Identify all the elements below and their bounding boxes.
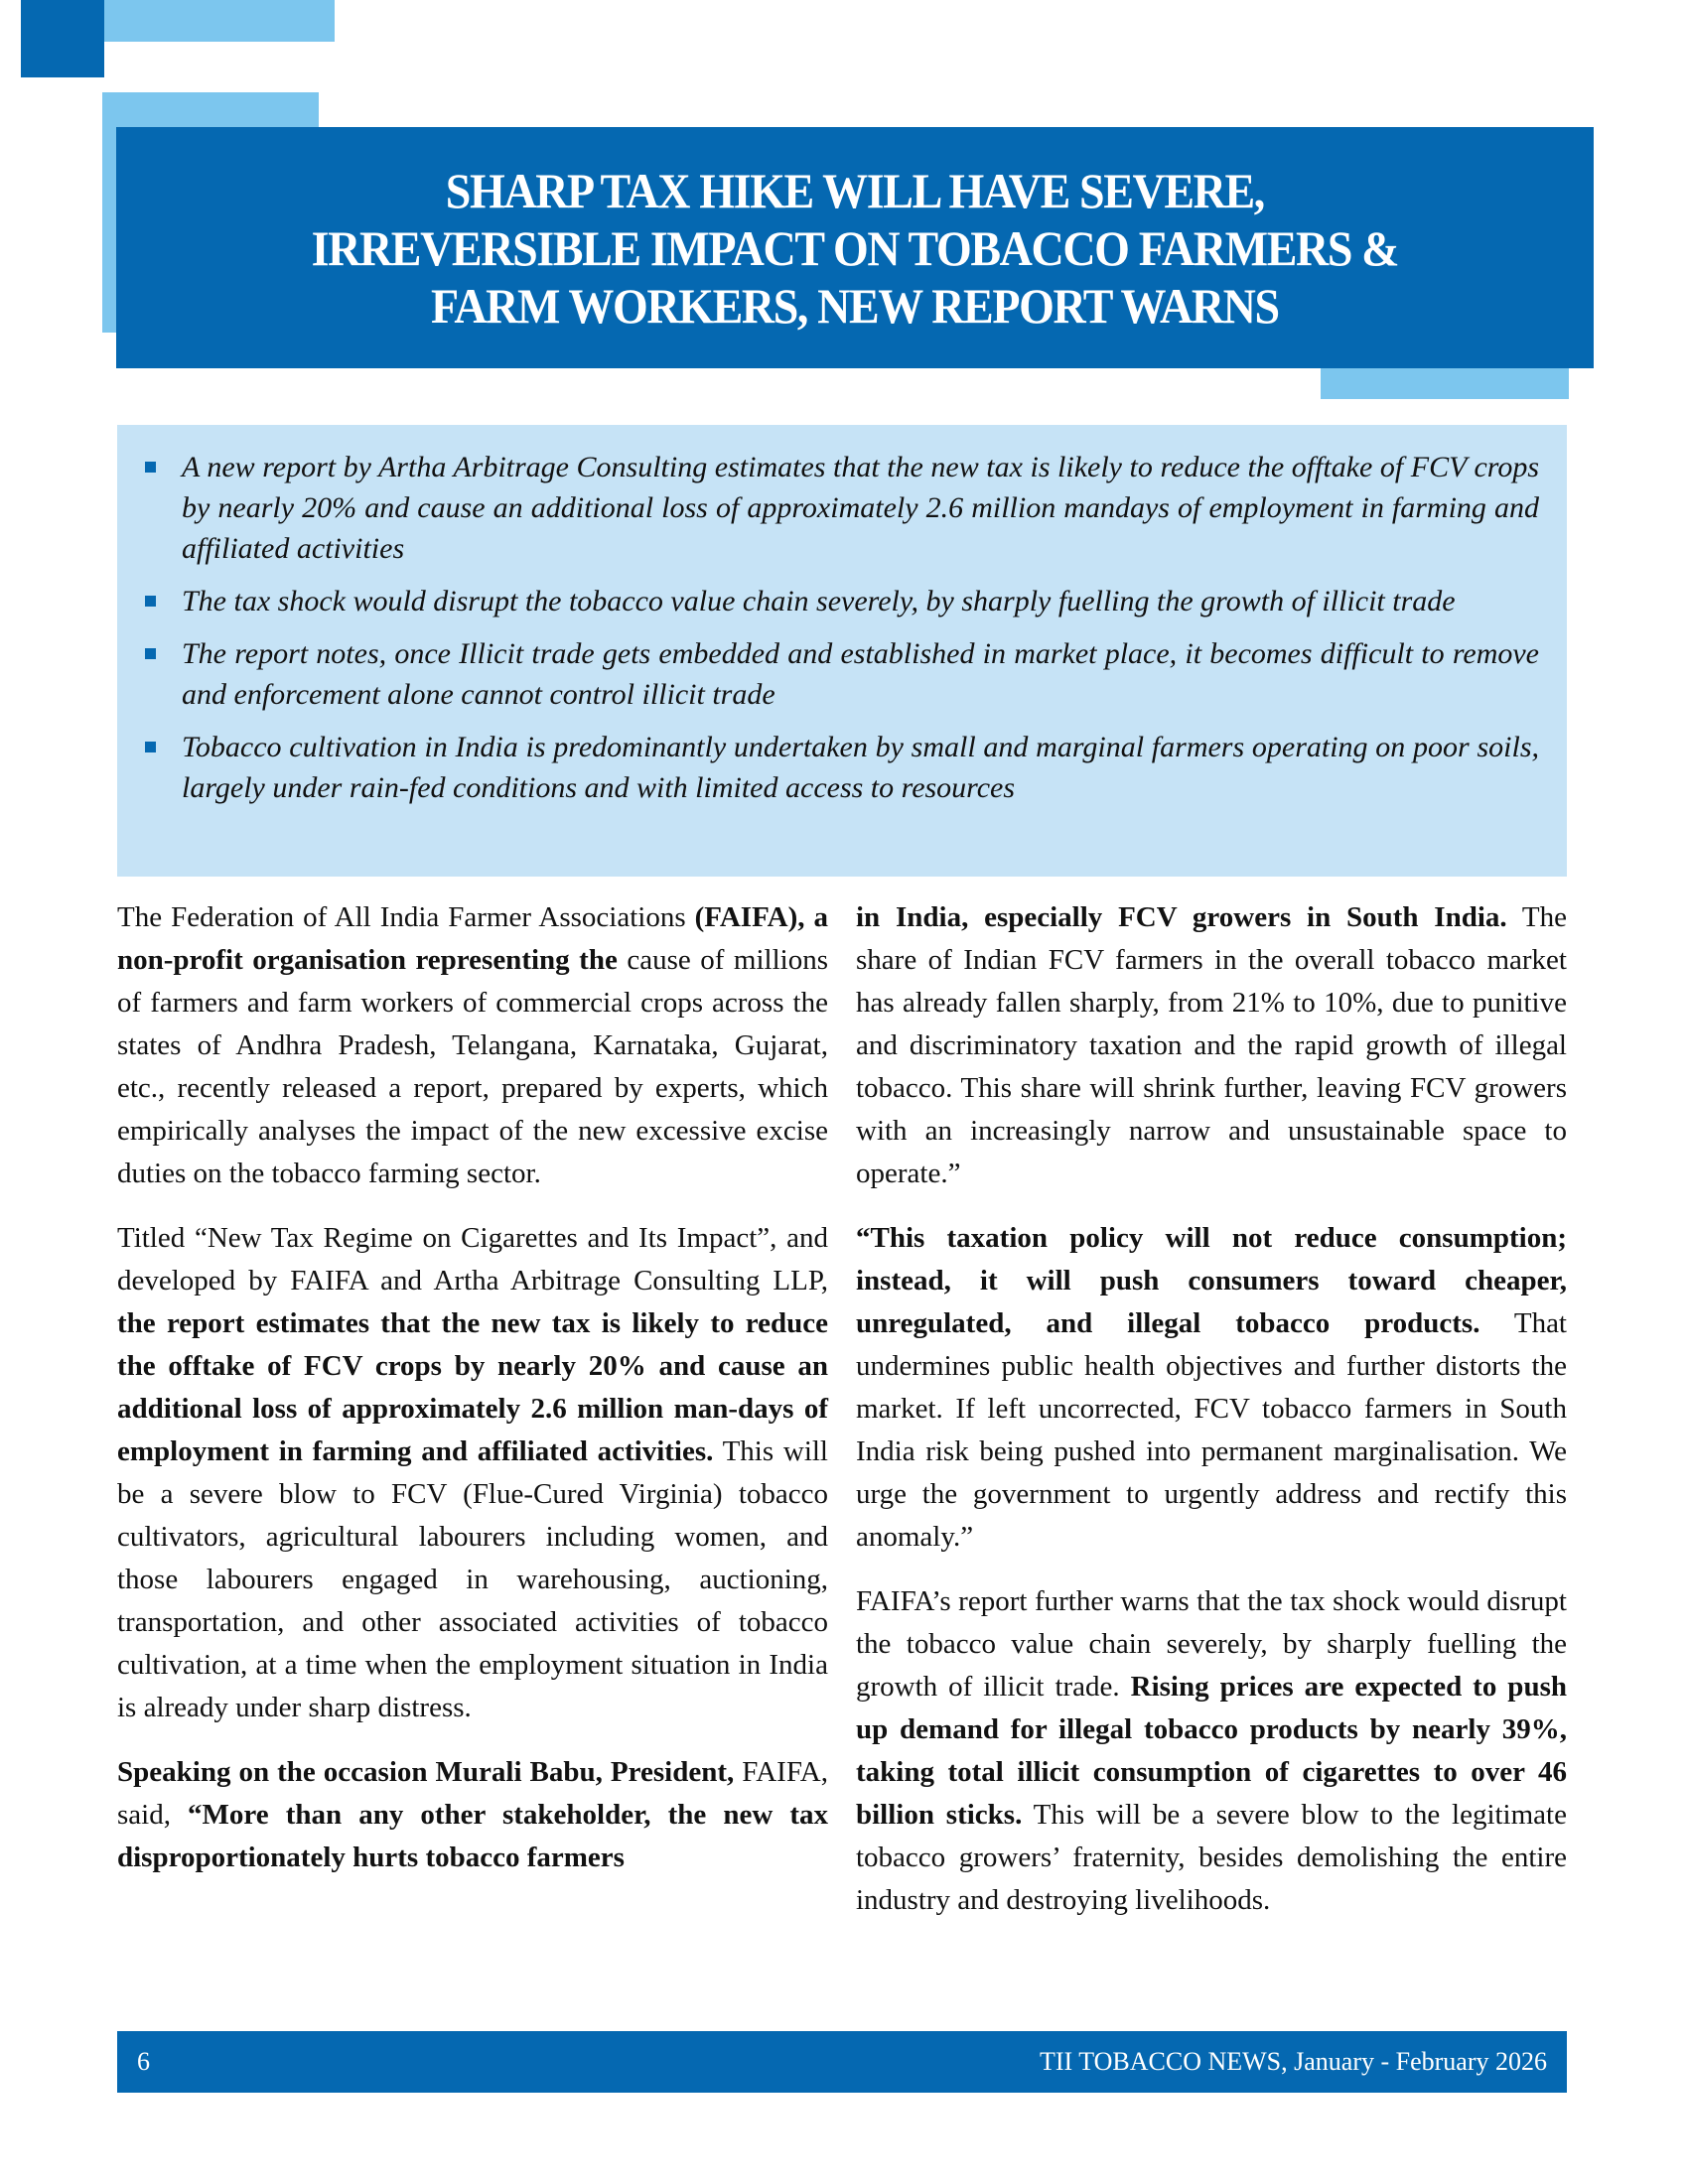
highlight-text: Tobacco cultivation in India is predominantly undertaken by small and marginal farmers operating on poor soils, largely under rain-fed conditions and with limited access to resources	[182, 731, 1539, 804]
text-run: This will be a severe blow to the legitimate tobacco growers’ fraternity, besides demolishing the entire industry and destroying livelihoods.	[856, 1799, 1567, 1916]
square-bullet-icon	[145, 648, 156, 659]
headline-line-1: SHARP TAX HIKE WILL HAVE SEVERE,	[445, 162, 1265, 218]
headline	[312, 162, 1399, 335]
decorative-block-dark	[21, 0, 104, 77]
paragraph-report	[117, 1217, 828, 1729]
highlight-item	[145, 633, 1539, 715]
text-run: The share of Indian FCV farmers in the overall tobacco market has already fallen sharply, from 21% to 10%, due to punitive and discriminatory taxation and the rapid growth of illegal tobacco. This share will shrink further, leaving FCV growers with an increasingly narrow and unsustainable space to operate.”	[856, 901, 1567, 1189]
paragraph-illicit-trade	[856, 1580, 1567, 1922]
highlight-item	[145, 581, 1539, 621]
bold-run: the report estimates that the new tax is likely to reduce the offtake of FCV crops by nearly 20% and cause an additional loss of approximately 2.6 million man-days of employment in farming and affiliated activities.	[117, 1307, 828, 1467]
bold-run: (FAIFA), a non-profit organisation representing the	[117, 901, 828, 976]
highlight-text: The tax shock would disrupt the tobacco value chain severely, by sharply fuelling the growth of illicit trade	[182, 585, 1456, 617]
text-run: FAIFA, said,	[117, 1756, 829, 1831]
headline-line-2: IRREVERSIBLE IMPACT ON TOBACCO FARMERS &	[311, 219, 1399, 276]
paragraph-quote-continued	[856, 896, 1567, 1195]
page-footer	[117, 2031, 1567, 2093]
headline-line-3: FARM WORKERS, NEW REPORT WARNS	[431, 277, 1279, 334]
paragraph-quote-start	[117, 1751, 828, 1879]
bold-run: Speaking on the occasion Murali Babu, President,	[117, 1756, 735, 1788]
bold-run: Rising prices are expected to push up demand for illegal tobacco products by nearly 39%, taking total illicit consumption of cigarettes to over 46 billion sticks.	[856, 1671, 1567, 1831]
text-run: This will be a severe blow to FCV (Flue-Cured Virginia) tobacco cultivators, agricultural labourers including women, and those labourers engaged in warehousing, auctioning, transportation, and other associated activities of tobacco cultivation, at a time when the employment situation in India is already under sharp distress.	[117, 1435, 828, 1723]
headline-banner	[116, 127, 1594, 368]
decorative-bar-light	[104, 0, 335, 42]
body-column-left	[117, 896, 828, 1901]
highlight-text: A new report by Artha Arbitrage Consulting estimates that the new tax is likely to reduce the offtake of FCV crops by nearly 20% and cause an additional loss of approximately 2.6 million mandays of employment in farming and affiliated activities	[182, 451, 1539, 565]
bold-run: “This taxation policy will not reduce consumption; instead, it will push consumers toward cheaper, unregulated, and illegal tobacco products.	[856, 1222, 1567, 1339]
publication-info: TII TOBACCO NEWS, January - February 2026	[1039, 2047, 1547, 2076]
page-number: 6	[137, 2047, 150, 2076]
square-bullet-icon	[145, 742, 156, 752]
text-run: Titled “New Tax Regime on Cigarettes and Its Impact”, and developed by FAIFA and Artha Arbitrage Consulting LLP,	[117, 1222, 828, 1297]
bold-run: “More than any other stakeholder, the new tax disproportionately hurts tobacco farmers	[117, 1799, 829, 1873]
text-run: That undermines public health objectives and further distorts the market. If left uncorrected, FCV tobacco farmers in South India risk being pushed into permanent marginalisation. We urge the government to urgently address and rectify this anomaly.”	[856, 1307, 1567, 1553]
highlight-item	[145, 447, 1539, 569]
text-run: cause of millions of farmers and farm workers of commercial crops across the states of Andhra Pradesh, Telangana, Karnataka, Gujarat, etc., recently released a report, prepared by experts, which empirically analyses the impact of the new excessive excise duties on the tobacco farming sector.	[117, 944, 828, 1189]
paragraph-policy-quote	[856, 1217, 1567, 1559]
key-highlights-box	[117, 425, 1567, 877]
text-run: The Federation of All India Farmer Associations	[117, 901, 695, 933]
square-bullet-icon	[145, 596, 156, 607]
square-bullet-icon	[145, 462, 156, 473]
highlights-list	[145, 447, 1539, 808]
highlight-item	[145, 727, 1539, 808]
body-column-right	[856, 896, 1567, 1944]
bold-run: in India, especially FCV growers in South India.	[856, 901, 1507, 933]
highlight-text: The report notes, once Illicit trade gets embedded and established in market place, it becomes difficult to remove and enforcement alone cannot control illicit trade	[182, 637, 1539, 711]
paragraph-intro	[117, 896, 828, 1195]
text-run: FAIFA’s report further warns that the tax shock would disrupt the tobacco value chain severely, by sharply fuelling the growth of illicit trade.	[856, 1585, 1567, 1703]
